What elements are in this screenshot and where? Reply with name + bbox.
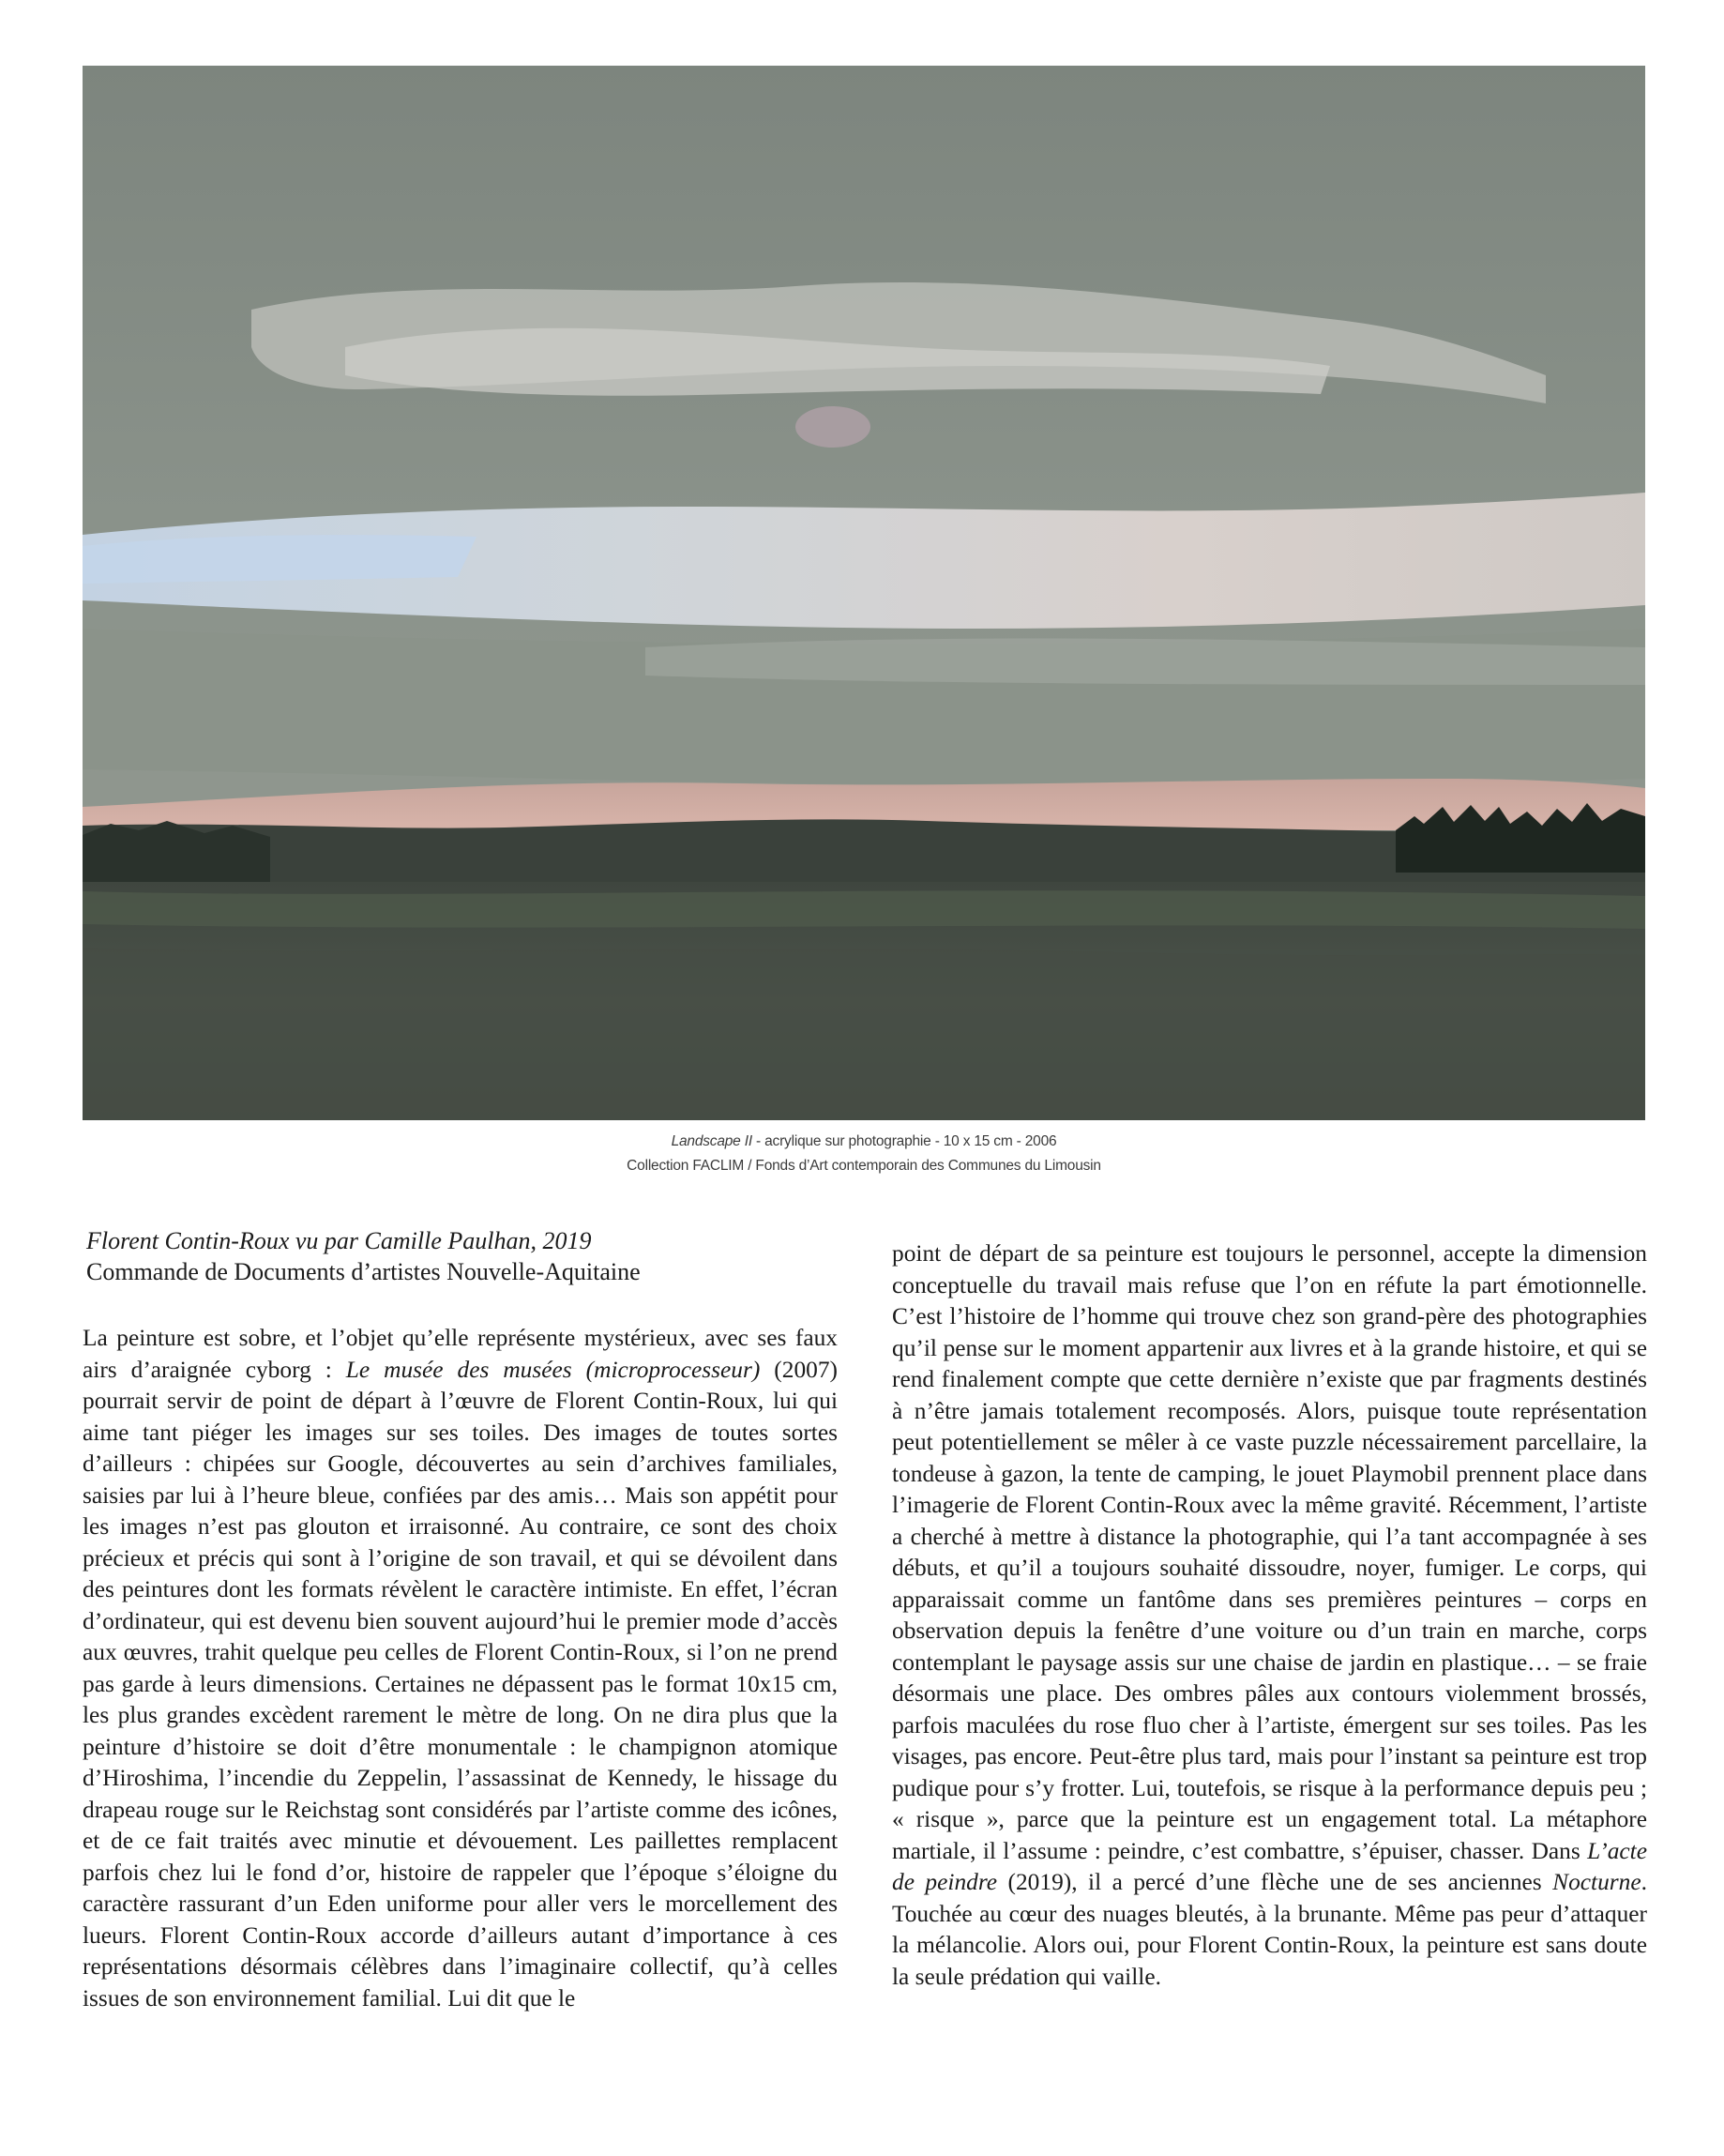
paragraph-2-text-b: (2019), il a percé d’une flèche une de ses anciennes [997, 1869, 1553, 1895]
paragraph-2-text-c: . Touchée au cœur des nuages bleutés, à la brunante. Même pas peur d’attaquer la mélancolie. Alors oui, pour Florent Contin-Roux, la peinture est sans doute la seule prédation qui vaille. [892, 1869, 1647, 1990]
work-title: Le musée des musées (microprocesseur) [345, 1356, 761, 1383]
byline [86, 1225, 641, 1287]
artwork-caption [83, 1130, 1645, 1178]
work-title: Nocturne [1552, 1869, 1641, 1895]
caption-line-2 [83, 1154, 1645, 1178]
article-column-right [892, 1238, 1647, 1993]
paragraph-1-text-a: La peinture est sobre, et l’objet qu’elle représente mystérieux, avec ses faux airs d’araignée cyborg : [83, 1325, 838, 1383]
work-title: L’acte de peindre [892, 1837, 1647, 1895]
collection-name: Collection FACLIM [627, 1158, 745, 1174]
artwork-details: - acrylique sur photographie - 10 x 15 cm - 2006 [751, 1133, 1057, 1149]
paragraph-2-text-a: point de départ de sa peinture est toujours le personnel, accepte la dimension conceptuelle du travail mais refuse que l’on en réfute la part émotionnelle. C’est l’histoire de l’homme qui trouve chez son grand-père des photographies qu’il pense sur le moment appartenir aux livres et à la grande histoire, et qui se rend finalement compte que cette dernière n’existe que par fragments destinés à n’être jamais totalement recomposés. Alors, puisque toute représentation peut potentiellement se mêler à ce vaste puzzle nécessairement parcellaire, la tondeuse à gazon, la tente de camping, le jouet Playmobil prennent place dans l’imagerie de Florent Contin-Roux avec la même gravité. Récemment, l’artiste a cherché à mettre à distance la photographie, qui l’a tant accompagnée à ses débuts, et qu’il a toujours souhaité dissoudre, noyer, fumiger. Le corps, qui apparaissait comme un fantôme dans ses premières peintures – corps en observation depuis la fenêtre d’une voiture ou d’un train en marche, corps contemplant le paysage assis sur une chaise de jardin en plastique… – se fraie désormais une place. Des ombres pâles aux contours violemment brossés, parfois maculées du rose fluo cher à l’artiste, émergent sur ses toiles. Pas les visages, pas encore. Peut-être plus tard, mais pour l’instant sa peinture est trop pudique pour s’y frotter. Lui, toutefois, se risque à la performance depuis peu ; « risque », parce que la peinture est un engagement total. La métaphore martiale, il l’assume : peindre, c’est combattre, s’épuiser, chasser. Dans [892, 1240, 1647, 1864]
artwork-title: Landscape II [671, 1133, 752, 1149]
collection-description: / Fonds d’Art contemporain des Communes du Limousin [744, 1158, 1101, 1174]
article-column-left [83, 1323, 838, 2014]
paragraph-1-text-b: (2007) pourrait servir de point de départ à l’œuvre de Florent Contin-Roux, lui qui aime tant piéger les images sur ses toiles. Des images de toutes sortes d’ailleurs : chipées sur Google, découvertes au sein d’archives familiales, saisies par lui à l’heure bleue, confiées par des amis… Mais son appétit pour les images n’est pas glouton et irraisonné. Au contraire, ce sont des choix précieux et précis qui sont à l’origine de son travail, et qui se dévoilent dans des peintures dont les formats révèlent le caractère intimiste. En effet, l’écran d’ordinateur, qui est devenu bien souvent aujourd’hui le premier mode d’accès aux œuvres, trahit quelque peu celles de Florent Contin-Roux, si l’on ne prend pas garde à leurs dimensions. Certaines ne dépassent pas le format 10x15 cm, les plus grandes excèdent rarement le mètre de long. On ne dira plus que la peinture d’histoire se doit d’être monumentale : le champignon atomique d’Hiroshima, l’incendie du Zeppelin, l’assassinat de Kennedy, le hissage du drapeau rouge sur le Reichstag sont considérés par l’artiste comme des icônes, et de ce fait traités avec minutie et dévouement. Les paillettes remplacent parfois chez lui le fond d’or, histoire de rappeler que l’époque s’éloigne du caractère rassurant d’un Eden uniforme pour aller vers le morcellement des lueurs. Florent Contin-Roux accorde d’ailleurs autant d’importance à ces représentations désormais célèbres dans l’imaginaire collectif, qu’à celles issues de son environnement familial. Lui dit que le [83, 1356, 839, 2012]
commission-line: Commande de Documents d’artistes Nouvelle-Aquitaine [86, 1258, 641, 1285]
caption-line-1 [83, 1130, 1645, 1154]
landscape-painting [83, 66, 1645, 1120]
paragraph-2 [892, 1238, 1647, 1993]
paragraph-1 [83, 1323, 838, 2014]
author-line: Florent Contin-Roux vu par Camille Paulhan, 2019 [86, 1227, 592, 1254]
artwork-image [83, 66, 1645, 1120]
